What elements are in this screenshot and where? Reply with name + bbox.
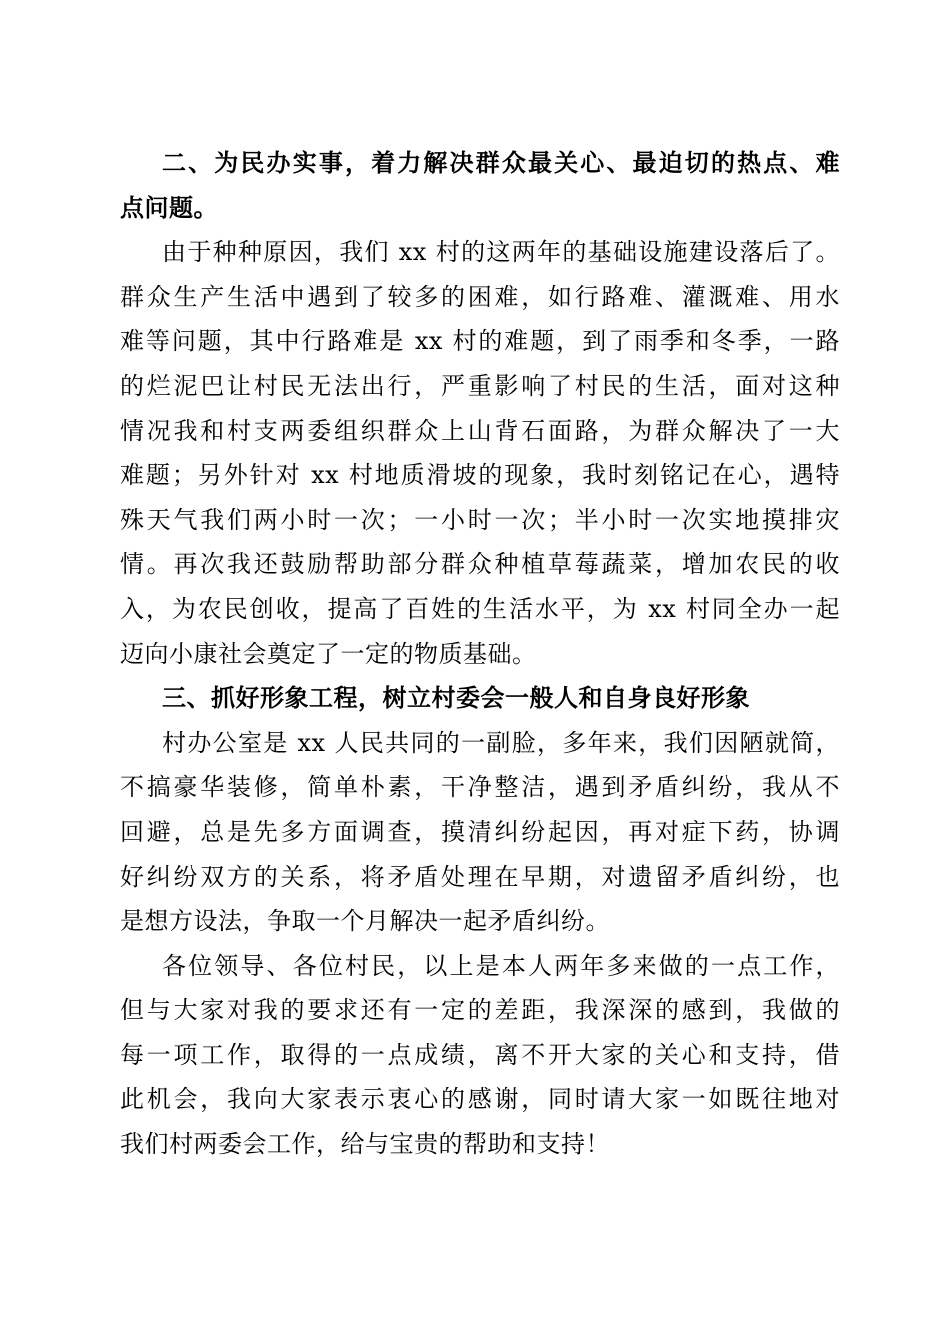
- paragraph-line: 各位领导、各位村民，以上是本人两年多来做的一点工作，: [162, 951, 840, 980]
- paragraph-line: 的烂泥巴让村民无法出行，严重影响了村民的生活，面对这种: [120, 371, 840, 400]
- paragraph-line: 村办公室是 xx 人民共同的一副脸，多年来，我们因陋就简，: [162, 728, 840, 757]
- paragraph-line: 情。再次我还鼓励帮助部分群众种植草莓蔬菜，增加农民的收: [120, 550, 840, 579]
- paragraph-line: 迈向小康社会奠定了一定的物质基础。: [120, 639, 537, 668]
- paragraph-line: 不搞豪华装修，简单朴素，干净整洁，遇到矛盾纠纷，我从不: [120, 773, 840, 802]
- document-body: [120, 141, 840, 1167]
- paragraph-line: 每一项工作，取得的一点成绩，离不开大家的关心和支持，借: [120, 1040, 840, 1069]
- paragraph-line: 是想方设法，争取一个月解决一起矛盾纠纷。: [120, 907, 610, 936]
- heading-line: 二、为民办实事，着力解决群众最关心、最迫切的热点、难: [162, 149, 840, 177]
- paragraph-office-image: [120, 721, 840, 944]
- heading-line: 三、抓好形象工程，树立村委会一般人和自身良好形象: [162, 684, 750, 713]
- paragraph-line: 此机会，我向大家表示衷心的感谢，同时请大家一如既往地对: [120, 1085, 840, 1114]
- paragraph-line: 难等问题，其中行路难是 xx 村的难题，到了雨季和冬季，一路: [120, 327, 840, 356]
- paragraph-line: 回避，总是先多方面调查，摸清纠纷起因，再对症下药，协调: [120, 817, 840, 846]
- paragraph-line: 难题；另外针对 xx 村地质滑坡的现象，我时刻铭记在心，遇特: [120, 461, 840, 490]
- section-heading-3: [120, 676, 840, 721]
- paragraph-line: 由于种种原因，我们 xx 村的这两年的基础设施建设落后了。: [162, 238, 840, 267]
- paragraph-closing: [120, 944, 840, 1167]
- heading-line: 点问题。: [120, 193, 218, 222]
- paragraph-infrastructure: [120, 230, 840, 676]
- paragraph-line: 但与大家对我的要求还有一定的差距，我深深的感到，我做的: [120, 996, 840, 1025]
- paragraph-line: 群众生产生活中遇到了较多的困难，如行路难、灌溉难、用水: [120, 282, 840, 311]
- paragraph-line: 情况我和村支两委组织群众上山背石面路，为群众解决了一大: [120, 416, 840, 445]
- paragraph-line: 殊天气我们两小时一次；一小时一次；半小时一次实地摸排灾: [120, 505, 840, 534]
- paragraph-line: 好纠纷双方的关系，将矛盾处理在早期，对遗留矛盾纠纷，也: [120, 862, 840, 891]
- paragraph-line: 入，为农民创收，提高了百姓的生活水平，为 xx 村同全办一起: [120, 594, 840, 623]
- paragraph-line: 我们村两委会工作，给与宝贵的帮助和支持！: [120, 1130, 610, 1159]
- section-heading-2: [120, 141, 840, 230]
